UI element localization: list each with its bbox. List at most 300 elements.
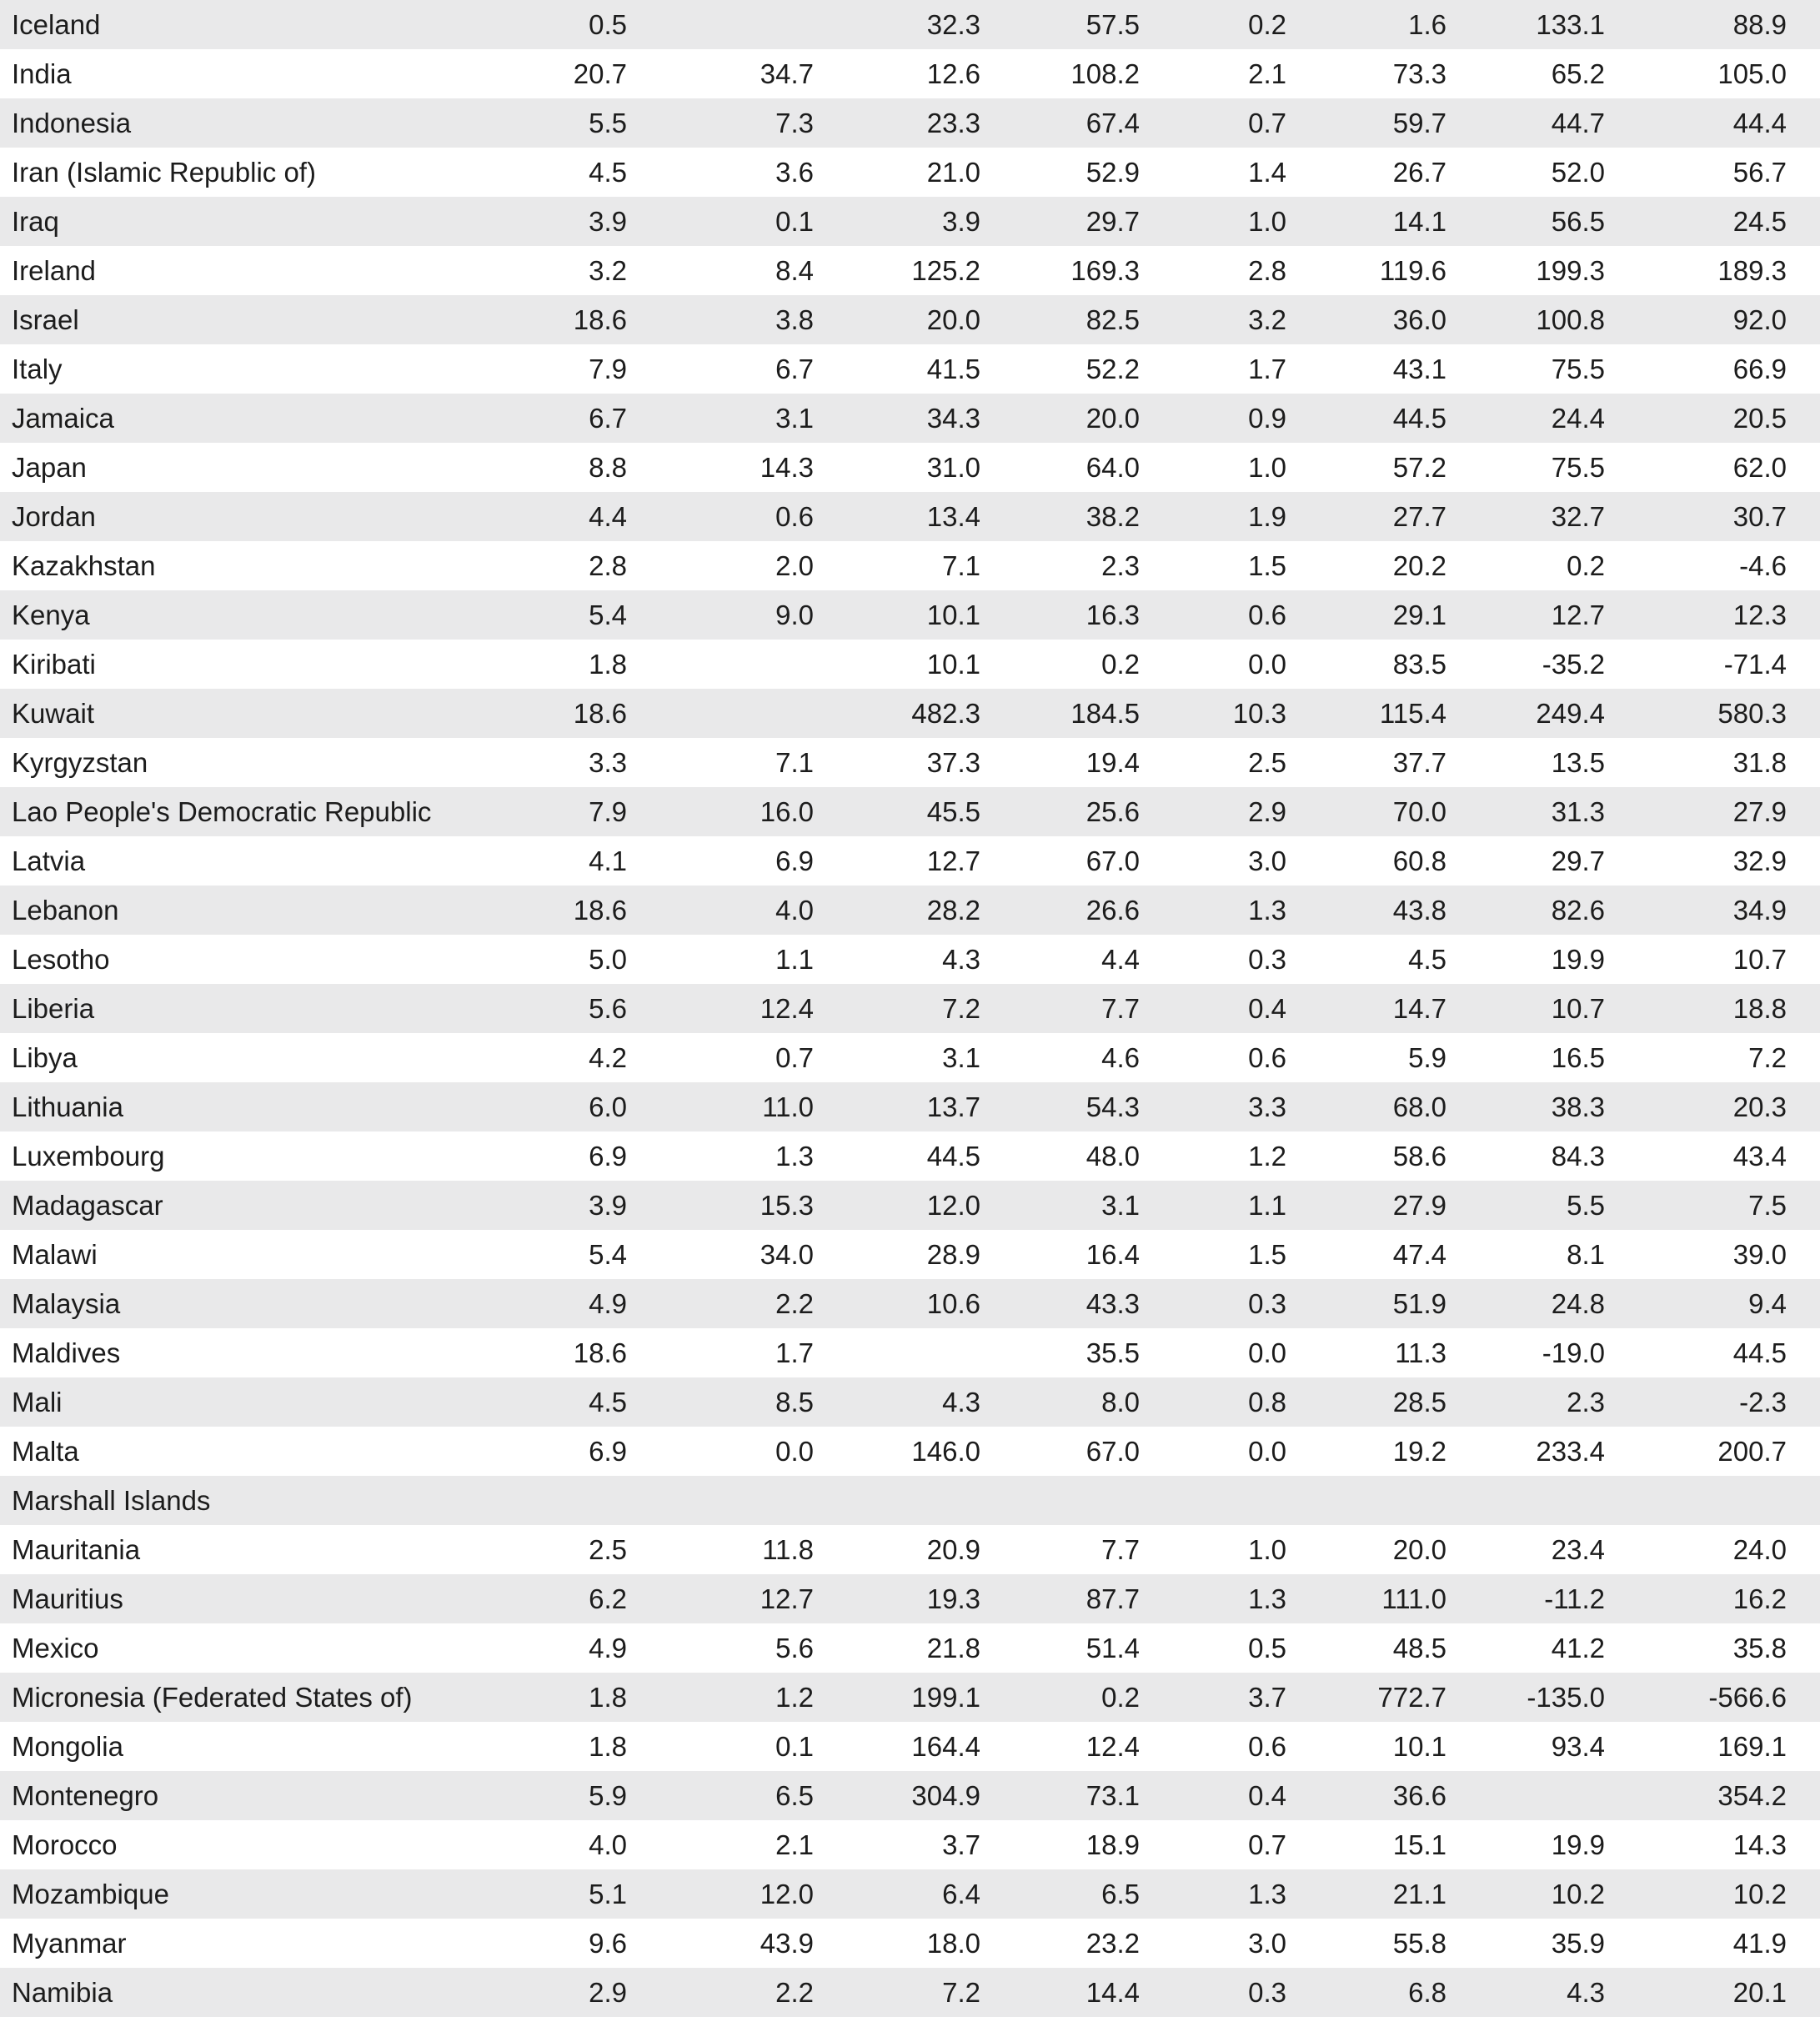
country-name-cell: Lebanon bbox=[0, 886, 512, 935]
value-cell-col-6: 29.1 bbox=[1286, 590, 1446, 640]
value-cell-col-1: 4.9 bbox=[512, 1623, 627, 1673]
value-cell-col-6: 51.9 bbox=[1286, 1279, 1446, 1328]
value-cell-col-1: 3.9 bbox=[512, 1181, 627, 1230]
value-cell-col-3: 199.1 bbox=[814, 1673, 980, 1722]
value-cell-col-7: -135.0 bbox=[1446, 1673, 1605, 1722]
value-cell-col-4: 67.4 bbox=[980, 98, 1140, 148]
value-cell-col-2: 11.8 bbox=[627, 1525, 814, 1574]
country-name-cell: Morocco bbox=[0, 1820, 512, 1869]
value-cell-col-3 bbox=[814, 1328, 980, 1377]
value-cell-col-3: 6.4 bbox=[814, 1869, 980, 1919]
table-row bbox=[0, 689, 1820, 738]
value-cell-col-8: 580.3 bbox=[1605, 689, 1820, 738]
value-cell-col-8: 7.5 bbox=[1605, 1181, 1820, 1230]
value-cell-col-1: 4.0 bbox=[512, 1820, 627, 1869]
table-row bbox=[0, 1574, 1820, 1623]
value-cell-col-8: -4.6 bbox=[1605, 541, 1820, 590]
value-cell-col-6: 57.2 bbox=[1286, 443, 1446, 492]
value-cell-col-2 bbox=[627, 689, 814, 738]
value-cell-col-1: 5.5 bbox=[512, 98, 627, 148]
value-cell-col-2: 1.1 bbox=[627, 935, 814, 984]
value-cell-col-5: 0.6 bbox=[1140, 590, 1286, 640]
value-cell-col-2: 12.7 bbox=[627, 1574, 814, 1623]
value-cell-col-1: 2.5 bbox=[512, 1525, 627, 1574]
value-cell-col-2: 6.9 bbox=[627, 836, 814, 886]
value-cell-col-6: 60.8 bbox=[1286, 836, 1446, 886]
value-cell-col-1: 4.5 bbox=[512, 148, 627, 197]
country-name-cell: Mauritania bbox=[0, 1525, 512, 1574]
value-cell-col-6: 58.6 bbox=[1286, 1131, 1446, 1181]
value-cell-col-2: 11.0 bbox=[627, 1082, 814, 1131]
value-cell-col-8: 354.2 bbox=[1605, 1771, 1820, 1820]
value-cell-col-6: 37.7 bbox=[1286, 738, 1446, 787]
table-row bbox=[0, 197, 1820, 246]
value-cell-col-7: 93.4 bbox=[1446, 1722, 1605, 1771]
country-name-cell: Israel bbox=[0, 295, 512, 344]
country-name-cell: Kuwait bbox=[0, 689, 512, 738]
country-name-cell: Kiribati bbox=[0, 640, 512, 689]
value-cell-col-6: 14.7 bbox=[1286, 984, 1446, 1033]
value-cell-col-7: 8.1 bbox=[1446, 1230, 1605, 1279]
value-cell-col-6: 73.3 bbox=[1286, 49, 1446, 98]
value-cell-col-7 bbox=[1446, 1771, 1605, 1820]
value-cell-col-3: 4.3 bbox=[814, 935, 980, 984]
value-cell-col-1: 7.9 bbox=[512, 787, 627, 836]
value-cell-col-8: 200.7 bbox=[1605, 1427, 1820, 1476]
value-cell-col-4: 16.4 bbox=[980, 1230, 1140, 1279]
value-cell-col-4: 184.5 bbox=[980, 689, 1140, 738]
table-row bbox=[0, 590, 1820, 640]
value-cell-col-8: 31.8 bbox=[1605, 738, 1820, 787]
value-cell-col-1: 6.7 bbox=[512, 394, 627, 443]
value-cell-col-7: 23.4 bbox=[1446, 1525, 1605, 1574]
value-cell-col-4: 7.7 bbox=[980, 984, 1140, 1033]
table-row bbox=[0, 0, 1820, 49]
value-cell-col-8: 56.7 bbox=[1605, 148, 1820, 197]
value-cell-col-6: 36.6 bbox=[1286, 1771, 1446, 1820]
value-cell-col-7: 10.2 bbox=[1446, 1869, 1605, 1919]
value-cell-col-1: 18.6 bbox=[512, 295, 627, 344]
value-cell-col-5: 0.2 bbox=[1140, 0, 1286, 49]
country-name-cell: Micronesia (Federated States of) bbox=[0, 1673, 512, 1722]
value-cell-col-5: 1.0 bbox=[1140, 1525, 1286, 1574]
value-cell-col-1: 6.2 bbox=[512, 1574, 627, 1623]
value-cell-col-5: 1.5 bbox=[1140, 1230, 1286, 1279]
table-row bbox=[0, 1869, 1820, 1919]
value-cell-col-4: 23.2 bbox=[980, 1919, 1140, 1968]
value-cell-col-4: 0.2 bbox=[980, 1673, 1140, 1722]
country-name-cell: Myanmar bbox=[0, 1919, 512, 1968]
value-cell-col-2: 9.0 bbox=[627, 590, 814, 640]
value-cell-col-2: 16.0 bbox=[627, 787, 814, 836]
value-cell-col-3: 146.0 bbox=[814, 1427, 980, 1476]
value-cell-col-5: 0.4 bbox=[1140, 1771, 1286, 1820]
value-cell-col-8 bbox=[1605, 1476, 1820, 1525]
value-cell-col-8: -2.3 bbox=[1605, 1377, 1820, 1427]
country-name-cell: Latvia bbox=[0, 836, 512, 886]
value-cell-col-3: 3.9 bbox=[814, 197, 980, 246]
value-cell-col-3: 28.9 bbox=[814, 1230, 980, 1279]
table-row bbox=[0, 1427, 1820, 1476]
value-cell-col-2: 6.5 bbox=[627, 1771, 814, 1820]
value-cell-col-2 bbox=[627, 640, 814, 689]
country-name-cell: Lesotho bbox=[0, 935, 512, 984]
value-cell-col-7: 5.5 bbox=[1446, 1181, 1605, 1230]
value-cell-col-6: 15.1 bbox=[1286, 1820, 1446, 1869]
value-cell-col-2 bbox=[627, 1476, 814, 1525]
value-cell-col-3: 12.6 bbox=[814, 49, 980, 98]
value-cell-col-7: 38.3 bbox=[1446, 1082, 1605, 1131]
table-row bbox=[0, 1673, 1820, 1722]
value-cell-col-6: 5.9 bbox=[1286, 1033, 1446, 1082]
value-cell-col-5: 0.0 bbox=[1140, 1328, 1286, 1377]
value-cell-col-8: 66.9 bbox=[1605, 344, 1820, 394]
value-cell-col-8: 35.8 bbox=[1605, 1623, 1820, 1673]
value-cell-col-3: 10.6 bbox=[814, 1279, 980, 1328]
value-cell-col-6: 21.1 bbox=[1286, 1869, 1446, 1919]
value-cell-col-2: 0.6 bbox=[627, 492, 814, 541]
value-cell-col-5: 2.1 bbox=[1140, 49, 1286, 98]
value-cell-col-2 bbox=[627, 0, 814, 49]
table-row bbox=[0, 886, 1820, 935]
country-name-cell: Madagascar bbox=[0, 1181, 512, 1230]
value-cell-col-3: 32.3 bbox=[814, 0, 980, 49]
value-cell-col-1: 2.8 bbox=[512, 541, 627, 590]
table-row bbox=[0, 1919, 1820, 1968]
value-cell-col-6: 83.5 bbox=[1286, 640, 1446, 689]
value-cell-col-6: 772.7 bbox=[1286, 1673, 1446, 1722]
table-row bbox=[0, 295, 1820, 344]
value-cell-col-3: 19.3 bbox=[814, 1574, 980, 1623]
value-cell-col-3: 13.4 bbox=[814, 492, 980, 541]
country-name-cell: Iraq bbox=[0, 197, 512, 246]
value-cell-col-8: 88.9 bbox=[1605, 0, 1820, 49]
value-cell-col-8: 14.3 bbox=[1605, 1820, 1820, 1869]
table-row bbox=[0, 738, 1820, 787]
value-cell-col-1: 4.9 bbox=[512, 1279, 627, 1328]
value-cell-col-4: 67.0 bbox=[980, 1427, 1140, 1476]
value-cell-col-5: 1.0 bbox=[1140, 197, 1286, 246]
value-cell-col-1: 3.9 bbox=[512, 197, 627, 246]
value-cell-col-2: 3.6 bbox=[627, 148, 814, 197]
value-cell-col-8: 44.4 bbox=[1605, 98, 1820, 148]
value-cell-col-5: 0.7 bbox=[1140, 98, 1286, 148]
value-cell-col-2: 12.0 bbox=[627, 1869, 814, 1919]
value-cell-col-3: 10.1 bbox=[814, 640, 980, 689]
value-cell-col-6: 4.5 bbox=[1286, 935, 1446, 984]
value-cell-col-1: 6.9 bbox=[512, 1131, 627, 1181]
value-cell-col-4: 82.5 bbox=[980, 295, 1140, 344]
country-name-cell: Marshall Islands bbox=[0, 1476, 512, 1525]
value-cell-col-1: 18.6 bbox=[512, 886, 627, 935]
country-name-cell: Mozambique bbox=[0, 1869, 512, 1919]
value-cell-col-5: 1.3 bbox=[1140, 1574, 1286, 1623]
value-cell-col-2: 6.7 bbox=[627, 344, 814, 394]
value-cell-col-4 bbox=[980, 1476, 1140, 1525]
value-cell-col-6: 10.1 bbox=[1286, 1722, 1446, 1771]
value-cell-col-7: -35.2 bbox=[1446, 640, 1605, 689]
value-cell-col-3: 164.4 bbox=[814, 1722, 980, 1771]
value-cell-col-7: 84.3 bbox=[1446, 1131, 1605, 1181]
value-cell-col-7: -11.2 bbox=[1446, 1574, 1605, 1623]
value-cell-col-6: 6.8 bbox=[1286, 1968, 1446, 2017]
country-name-cell: Mexico bbox=[0, 1623, 512, 1673]
table-row bbox=[0, 1722, 1820, 1771]
value-cell-col-1: 1.8 bbox=[512, 640, 627, 689]
value-cell-col-5: 1.1 bbox=[1140, 1181, 1286, 1230]
value-cell-col-5: 0.4 bbox=[1140, 984, 1286, 1033]
country-name-cell: Kazakhstan bbox=[0, 541, 512, 590]
country-name-cell: Libya bbox=[0, 1033, 512, 1082]
value-cell-col-8: 92.0 bbox=[1605, 295, 1820, 344]
value-cell-col-4: 54.3 bbox=[980, 1082, 1140, 1131]
country-name-cell: Kenya bbox=[0, 590, 512, 640]
table-row bbox=[0, 1623, 1820, 1673]
value-cell-col-6: 36.0 bbox=[1286, 295, 1446, 344]
value-cell-col-6: 55.8 bbox=[1286, 1919, 1446, 1968]
value-cell-col-1: 5.4 bbox=[512, 590, 627, 640]
value-cell-col-5: 3.3 bbox=[1140, 1082, 1286, 1131]
country-name-cell: Liberia bbox=[0, 984, 512, 1033]
value-cell-col-4: 73.1 bbox=[980, 1771, 1140, 1820]
value-cell-col-6: 48.5 bbox=[1286, 1623, 1446, 1673]
table-row bbox=[0, 394, 1820, 443]
value-cell-col-3: 12.7 bbox=[814, 836, 980, 886]
value-cell-col-7: -19.0 bbox=[1446, 1328, 1605, 1377]
value-cell-col-2: 3.8 bbox=[627, 295, 814, 344]
value-cell-col-8: 18.8 bbox=[1605, 984, 1820, 1033]
value-cell-col-8: 12.3 bbox=[1605, 590, 1820, 640]
table-row bbox=[0, 1820, 1820, 1869]
value-cell-col-8: 16.2 bbox=[1605, 1574, 1820, 1623]
value-cell-col-2: 43.9 bbox=[627, 1919, 814, 1968]
value-cell-col-5: 10.3 bbox=[1140, 689, 1286, 738]
value-cell-col-8: 105.0 bbox=[1605, 49, 1820, 98]
country-name-cell: Namibia bbox=[0, 1968, 512, 2017]
table-row bbox=[0, 1968, 1820, 2017]
value-cell-col-1: 5.1 bbox=[512, 1869, 627, 1919]
table-row bbox=[0, 1525, 1820, 1574]
value-cell-col-7: 19.9 bbox=[1446, 935, 1605, 984]
value-cell-col-1: 4.4 bbox=[512, 492, 627, 541]
value-cell-col-4: 3.1 bbox=[980, 1181, 1140, 1230]
value-cell-col-7: 233.4 bbox=[1446, 1427, 1605, 1476]
value-cell-col-1: 0.5 bbox=[512, 0, 627, 49]
value-cell-col-5: 0.6 bbox=[1140, 1033, 1286, 1082]
table-row bbox=[0, 246, 1820, 295]
value-cell-col-7: 24.8 bbox=[1446, 1279, 1605, 1328]
value-cell-col-2: 1.3 bbox=[627, 1131, 814, 1181]
country-name-cell: Luxembourg bbox=[0, 1131, 512, 1181]
value-cell-col-2: 7.3 bbox=[627, 98, 814, 148]
table-row bbox=[0, 1082, 1820, 1131]
value-cell-col-5: 0.6 bbox=[1140, 1722, 1286, 1771]
table-row bbox=[0, 443, 1820, 492]
value-cell-col-3: 23.3 bbox=[814, 98, 980, 148]
value-cell-col-6: 19.2 bbox=[1286, 1427, 1446, 1476]
value-cell-col-1: 9.6 bbox=[512, 1919, 627, 1968]
value-cell-col-2: 2.2 bbox=[627, 1968, 814, 2017]
country-name-cell: Indonesia bbox=[0, 98, 512, 148]
value-cell-col-4: 0.2 bbox=[980, 640, 1140, 689]
value-cell-col-4: 51.4 bbox=[980, 1623, 1140, 1673]
value-cell-col-1: 5.9 bbox=[512, 1771, 627, 1820]
value-cell-col-6: 26.7 bbox=[1286, 148, 1446, 197]
value-cell-col-7: 24.4 bbox=[1446, 394, 1605, 443]
value-cell-col-7: 56.5 bbox=[1446, 197, 1605, 246]
value-cell-col-4: 48.0 bbox=[980, 1131, 1140, 1181]
value-cell-col-4: 8.0 bbox=[980, 1377, 1140, 1427]
value-cell-col-5: 2.8 bbox=[1140, 246, 1286, 295]
value-cell-col-6 bbox=[1286, 1476, 1446, 1525]
value-cell-col-4: 18.9 bbox=[980, 1820, 1140, 1869]
country-name-cell: India bbox=[0, 49, 512, 98]
value-cell-col-8: 34.9 bbox=[1605, 886, 1820, 935]
value-cell-col-8: 24.0 bbox=[1605, 1525, 1820, 1574]
value-cell-col-6: 115.4 bbox=[1286, 689, 1446, 738]
value-cell-col-6: 59.7 bbox=[1286, 98, 1446, 148]
value-cell-col-3: 3.7 bbox=[814, 1820, 980, 1869]
value-cell-col-6: 43.8 bbox=[1286, 886, 1446, 935]
value-cell-col-7: 16.5 bbox=[1446, 1033, 1605, 1082]
value-cell-col-7: 19.9 bbox=[1446, 1820, 1605, 1869]
value-cell-col-6: 47.4 bbox=[1286, 1230, 1446, 1279]
value-cell-col-1: 8.8 bbox=[512, 443, 627, 492]
value-cell-col-1: 4.1 bbox=[512, 836, 627, 886]
table-row bbox=[0, 984, 1820, 1033]
value-cell-col-6: 44.5 bbox=[1286, 394, 1446, 443]
table-row bbox=[0, 1033, 1820, 1082]
country-name-cell: Maldives bbox=[0, 1328, 512, 1377]
value-cell-col-2: 12.4 bbox=[627, 984, 814, 1033]
value-cell-col-1: 4.2 bbox=[512, 1033, 627, 1082]
value-cell-col-4: 4.6 bbox=[980, 1033, 1140, 1082]
value-cell-col-3: 41.5 bbox=[814, 344, 980, 394]
value-cell-col-2: 8.4 bbox=[627, 246, 814, 295]
value-cell-col-1: 2.9 bbox=[512, 1968, 627, 2017]
table-row bbox=[0, 1328, 1820, 1377]
country-name-cell: Lithuania bbox=[0, 1082, 512, 1131]
value-cell-col-1: 6.0 bbox=[512, 1082, 627, 1131]
value-cell-col-7: 31.3 bbox=[1446, 787, 1605, 836]
value-cell-col-4: 2.3 bbox=[980, 541, 1140, 590]
value-cell-col-6: 43.1 bbox=[1286, 344, 1446, 394]
country-name-cell: Lao People's Democratic Republic bbox=[0, 787, 512, 836]
value-cell-col-8: 39.0 bbox=[1605, 1230, 1820, 1279]
value-cell-col-3 bbox=[814, 1476, 980, 1525]
country-name-cell: Iceland bbox=[0, 0, 512, 49]
value-cell-col-1: 6.9 bbox=[512, 1427, 627, 1476]
value-cell-col-2: 0.1 bbox=[627, 197, 814, 246]
value-cell-col-2: 2.0 bbox=[627, 541, 814, 590]
value-cell-col-3: 34.3 bbox=[814, 394, 980, 443]
country-name-cell: Mongolia bbox=[0, 1722, 512, 1771]
value-cell-col-7 bbox=[1446, 1476, 1605, 1525]
country-name-cell: Kyrgyzstan bbox=[0, 738, 512, 787]
value-cell-col-5: 0.9 bbox=[1140, 394, 1286, 443]
country-name-cell: Malaysia bbox=[0, 1279, 512, 1328]
value-cell-col-8: 9.4 bbox=[1605, 1279, 1820, 1328]
value-cell-col-5: 2.5 bbox=[1140, 738, 1286, 787]
value-cell-col-6: 20.2 bbox=[1286, 541, 1446, 590]
value-cell-col-7: 2.3 bbox=[1446, 1377, 1605, 1427]
value-cell-col-3: 31.0 bbox=[814, 443, 980, 492]
value-cell-col-4: 67.0 bbox=[980, 836, 1140, 886]
value-cell-col-7: 249.4 bbox=[1446, 689, 1605, 738]
value-cell-col-5: 0.3 bbox=[1140, 935, 1286, 984]
value-cell-col-8: 62.0 bbox=[1605, 443, 1820, 492]
value-cell-col-1: 18.6 bbox=[512, 689, 627, 738]
value-cell-col-4: 169.3 bbox=[980, 246, 1140, 295]
value-cell-col-8: 20.5 bbox=[1605, 394, 1820, 443]
value-cell-col-8: 27.9 bbox=[1605, 787, 1820, 836]
table-row bbox=[0, 492, 1820, 541]
value-cell-col-2: 1.7 bbox=[627, 1328, 814, 1377]
table-row bbox=[0, 344, 1820, 394]
table-row bbox=[0, 836, 1820, 886]
value-cell-col-7: 75.5 bbox=[1446, 344, 1605, 394]
table-row bbox=[0, 787, 1820, 836]
table-row bbox=[0, 148, 1820, 197]
value-cell-col-5: 0.5 bbox=[1140, 1623, 1286, 1673]
country-name-cell: Malta bbox=[0, 1427, 512, 1476]
country-name-cell: Italy bbox=[0, 344, 512, 394]
table-row bbox=[0, 935, 1820, 984]
value-cell-col-4: 52.2 bbox=[980, 344, 1140, 394]
value-cell-col-7: 65.2 bbox=[1446, 49, 1605, 98]
country-name-cell: Japan bbox=[0, 443, 512, 492]
value-cell-col-4: 38.2 bbox=[980, 492, 1140, 541]
value-cell-col-5: 3.0 bbox=[1140, 836, 1286, 886]
value-cell-col-6: 27.7 bbox=[1286, 492, 1446, 541]
value-cell-col-8: 32.9 bbox=[1605, 836, 1820, 886]
value-cell-col-2: 2.2 bbox=[627, 1279, 814, 1328]
table-row bbox=[0, 1181, 1820, 1230]
table-row bbox=[0, 1230, 1820, 1279]
value-cell-col-3: 7.2 bbox=[814, 984, 980, 1033]
value-cell-col-4: 7.7 bbox=[980, 1525, 1140, 1574]
country-name-cell: Jordan bbox=[0, 492, 512, 541]
country-name-cell: Iran (Islamic Republic of) bbox=[0, 148, 512, 197]
value-cell-col-4: 108.2 bbox=[980, 49, 1140, 98]
value-cell-col-4: 43.3 bbox=[980, 1279, 1140, 1328]
value-cell-col-7: 0.2 bbox=[1446, 541, 1605, 590]
value-cell-col-5: 1.2 bbox=[1140, 1131, 1286, 1181]
value-cell-col-7: 13.5 bbox=[1446, 738, 1605, 787]
value-cell-col-5 bbox=[1140, 1476, 1286, 1525]
country-name-cell: Mali bbox=[0, 1377, 512, 1427]
value-cell-col-2: 0.0 bbox=[627, 1427, 814, 1476]
value-cell-col-7: 12.7 bbox=[1446, 590, 1605, 640]
value-cell-col-4: 12.4 bbox=[980, 1722, 1140, 1771]
value-cell-col-5: 1.7 bbox=[1140, 344, 1286, 394]
value-cell-col-3: 7.1 bbox=[814, 541, 980, 590]
value-cell-col-2: 15.3 bbox=[627, 1181, 814, 1230]
value-cell-col-3: 18.0 bbox=[814, 1919, 980, 1968]
value-cell-col-8: 41.9 bbox=[1605, 1919, 1820, 1968]
value-cell-col-8: 20.1 bbox=[1605, 1968, 1820, 2017]
value-cell-col-2: 0.7 bbox=[627, 1033, 814, 1082]
value-cell-col-7: 75.5 bbox=[1446, 443, 1605, 492]
value-cell-col-3: 44.5 bbox=[814, 1131, 980, 1181]
value-cell-col-7: 52.0 bbox=[1446, 148, 1605, 197]
value-cell-col-8: -71.4 bbox=[1605, 640, 1820, 689]
value-cell-col-5: 0.0 bbox=[1140, 640, 1286, 689]
value-cell-col-8: 189.3 bbox=[1605, 246, 1820, 295]
value-cell-col-6: 119.6 bbox=[1286, 246, 1446, 295]
value-cell-col-1: 20.7 bbox=[512, 49, 627, 98]
value-cell-col-4: 35.5 bbox=[980, 1328, 1140, 1377]
